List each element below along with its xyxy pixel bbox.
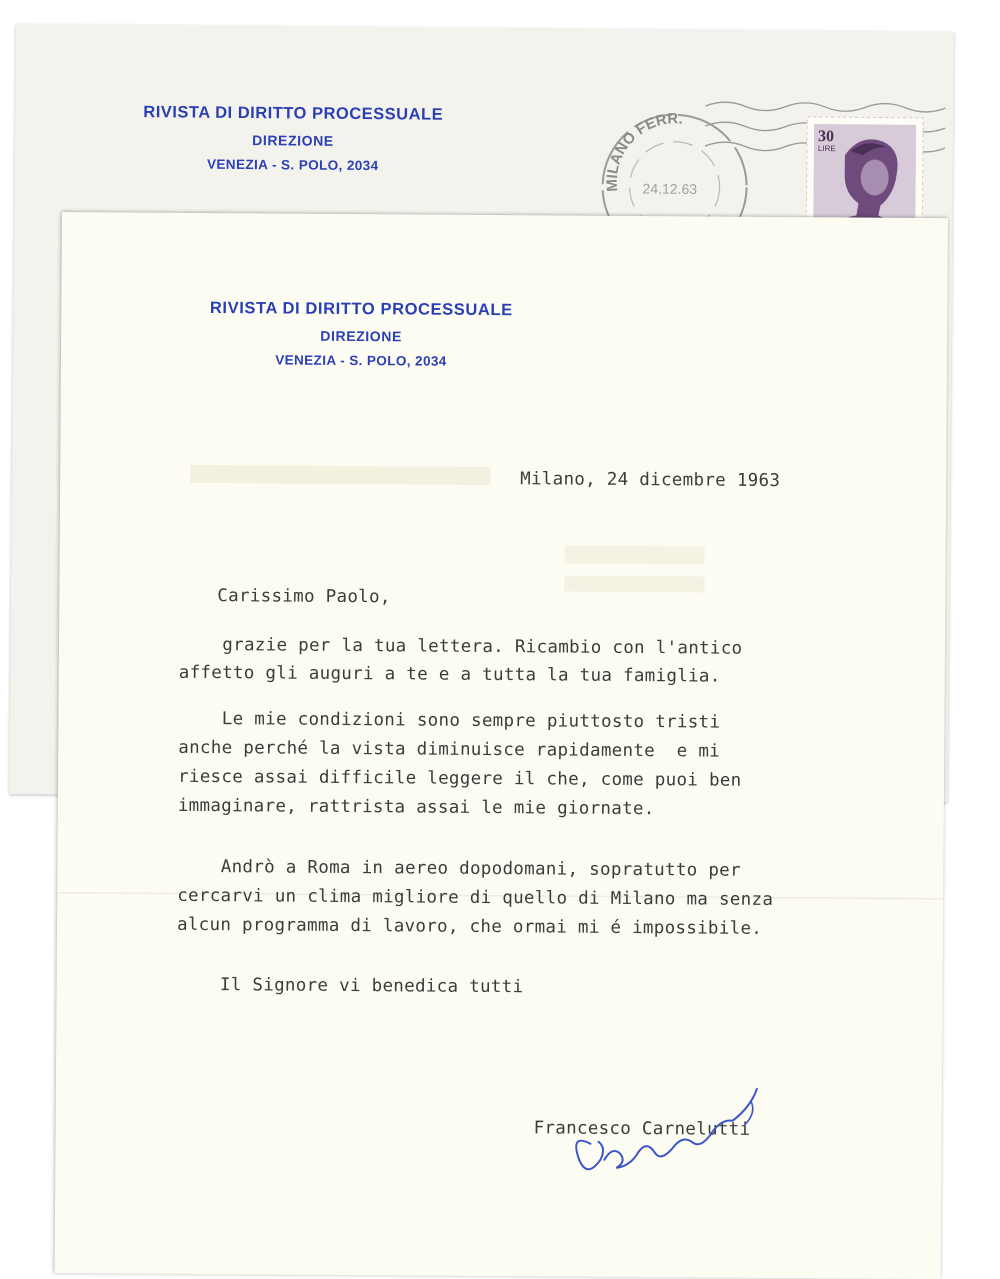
handwritten-signature — [560, 1076, 791, 1188]
stamp-currency: LIRE — [817, 144, 836, 154]
letter-sheet — [55, 212, 948, 1279]
paragraph-line: immaginare, rattrista assai le mie giornate. — [177, 795, 655, 820]
show-through-text — [565, 546, 705, 565]
date-line: Milano, 24 dicembre 1963 — [520, 469, 781, 492]
paragraph-line: anche perché la vista diminuisce rapidamente e mi — [178, 737, 721, 762]
letter-letterhead-subtitle: DIREZIONE — [320, 327, 403, 345]
salutation: Carissimo Paolo, — [217, 586, 391, 608]
paragraph-line: grazie per la tua lettera. Ricambio con l'antico — [178, 634, 743, 659]
paragraph-line: affetto gli auguri a te e a tutta la tua famiglia. — [178, 662, 721, 687]
envelope-letterhead-title: RIVISTA DI DIRITTO PROCESSUALE — [143, 103, 444, 124]
postmark-top-text: MILANO FERR. — [603, 110, 684, 193]
paragraph-line: Il Signore vi benedica tutti — [176, 974, 524, 998]
letter-letterhead — [161, 299, 561, 370]
paragraph-line: alcun programma di lavoro, che ormai mi é impossibile. — [176, 914, 763, 939]
letter-letterhead-address: VENEZIA - S. POLO, 2034 — [275, 352, 447, 369]
show-through-text — [190, 465, 490, 485]
envelope-letterhead-subtitle: DIREZIONE — [252, 132, 334, 149]
envelope-letterhead-address: VENEZIA - S. POLO, 2034 — [206, 156, 379, 174]
paragraph-line: Le mie condizioni sono sempre piuttosto tristi — [178, 708, 721, 733]
letter-letterhead-title: RIVISTA DI DIRITTO PROCESSUALE — [209, 299, 513, 320]
postmark-date: 24.12.63 — [642, 180, 698, 197]
stamp-value: 30 — [817, 128, 835, 146]
show-through-text — [564, 576, 704, 593]
paragraph-line: cercarvi un clima migliore di quello di Milano ma senza — [177, 885, 774, 910]
envelope-letterhead — [103, 103, 484, 174]
paragraph-line: riesce assai difficile leggere il che, come puoi ben — [177, 766, 742, 791]
paragraph-line: Andrò a Roma in aereo dopodomani, sopratutto per — [177, 856, 741, 881]
signature-name: Francesco Carnelutti — [533, 1118, 751, 1140]
